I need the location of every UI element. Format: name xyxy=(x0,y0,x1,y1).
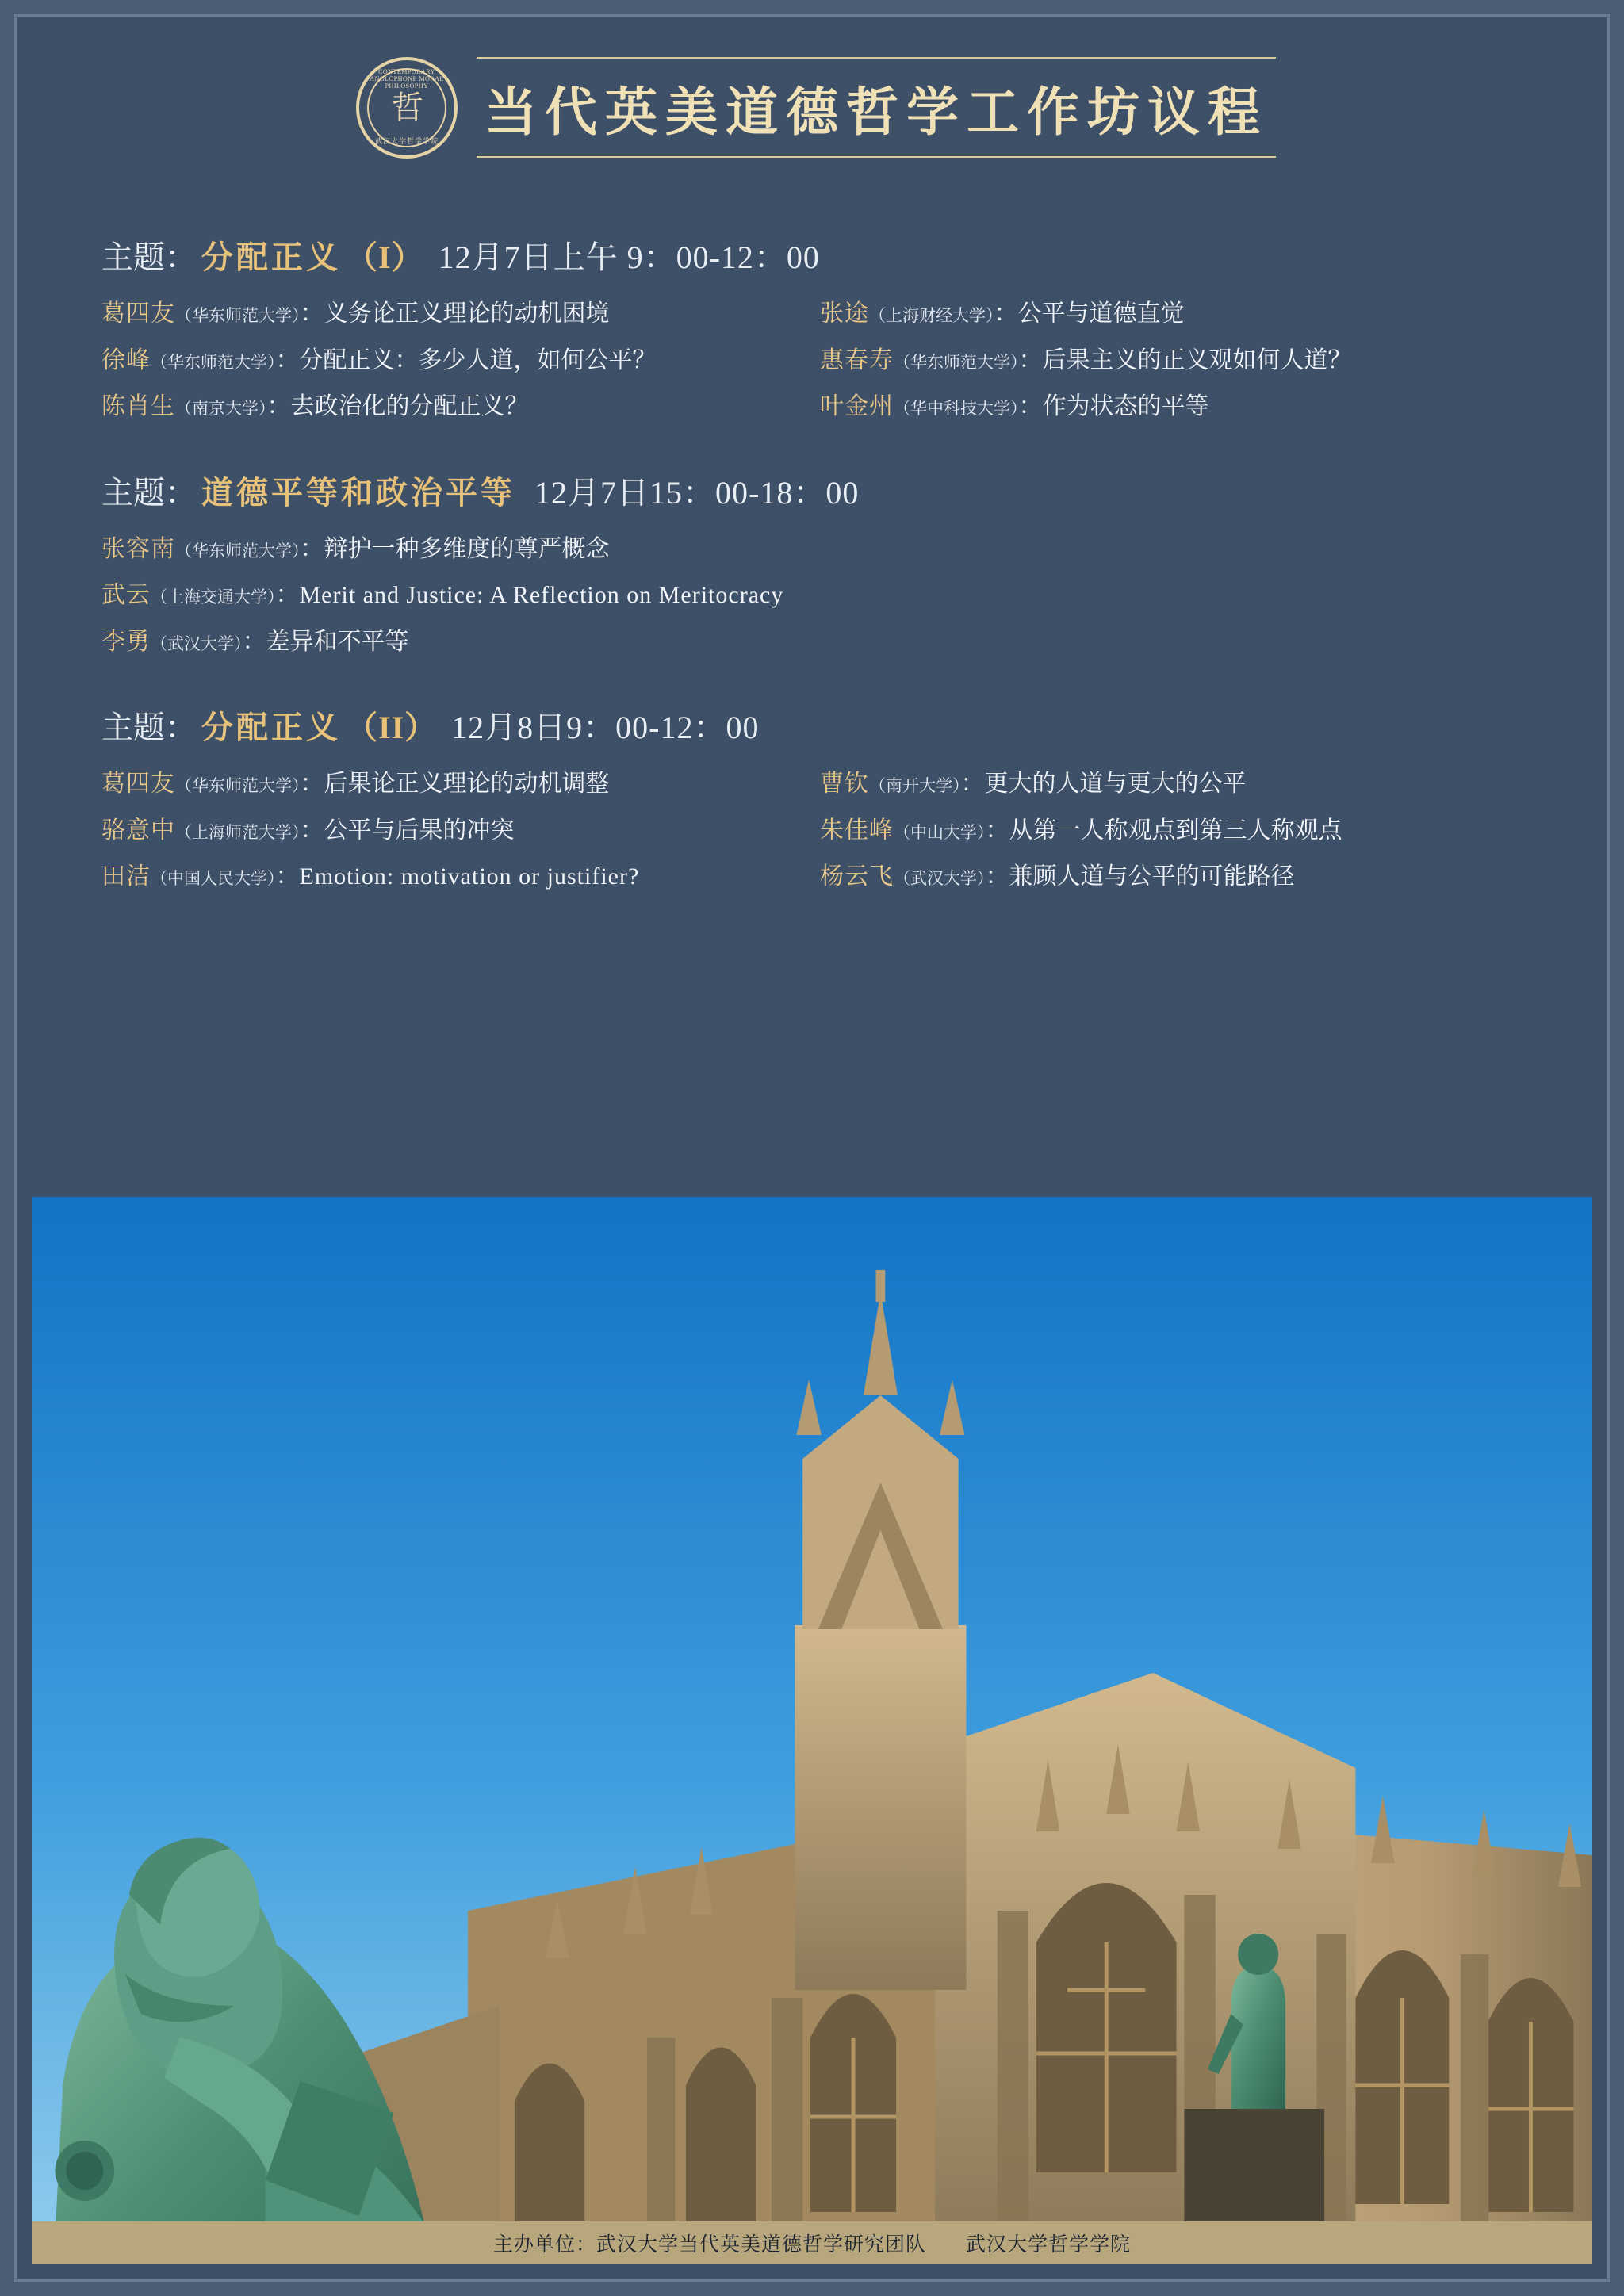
separator: ： xyxy=(994,300,1018,327)
session-time: 12月7日15：00-18：00 xyxy=(534,474,860,511)
speaker-affiliation: （华东师范大学） xyxy=(175,541,301,561)
talk-item xyxy=(102,861,804,894)
talk-title: 后果主义的正义观如何人道？ xyxy=(1042,346,1352,373)
session-topic: 分配正义 xyxy=(201,239,341,275)
talk-title: 辩护一种多维度的尊严概念 xyxy=(324,535,610,562)
speaker-name: 惠春寿 xyxy=(820,346,894,373)
session-label: 主题： xyxy=(102,710,197,745)
talk-item xyxy=(102,580,1522,612)
talk-item xyxy=(102,345,804,377)
poster-header xyxy=(14,14,1610,201)
talk-title: 后果论正义理论的动机调整 xyxy=(324,771,610,797)
speaker-name: 曹钦 xyxy=(820,771,869,797)
session-time: 12月8日9：00-12：00 xyxy=(451,710,760,745)
talk-title: 去政治化的分配正义？ xyxy=(290,393,529,419)
talk-item xyxy=(102,768,804,801)
separator: ： xyxy=(1018,346,1043,373)
talk-title: 差异和不平等 xyxy=(266,628,409,655)
talk-item xyxy=(820,815,1522,848)
separator: ： xyxy=(1018,393,1043,419)
photo-hume-statue-st-giles xyxy=(32,1197,1592,2236)
talk-title: 分配正义：多少人道，如何公平？ xyxy=(299,346,657,373)
session-label: 主题： xyxy=(102,239,197,275)
speaker-name: 葛四友 xyxy=(102,300,175,327)
talk-grid xyxy=(102,298,1522,423)
speaker-name: 朱佳峰 xyxy=(820,817,894,844)
speaker-affiliation: （华东师范大学） xyxy=(175,776,301,795)
speaker-name: 徐峰 xyxy=(102,346,151,373)
speaker-affiliation: （武汉大学） xyxy=(894,869,986,888)
separator: ： xyxy=(960,771,985,797)
separator: ： xyxy=(300,300,324,327)
speaker-affiliation: （南开大学） xyxy=(869,776,961,795)
session-heading xyxy=(102,468,1522,513)
session-heading xyxy=(102,232,1522,277)
photo-illustration xyxy=(32,1197,1592,2236)
talk-title: 从第一人称观点到第三人称观点 xyxy=(1009,817,1342,844)
footer-band xyxy=(32,2221,1592,2264)
speaker-affiliation: （中山大学） xyxy=(894,822,986,842)
talk-item xyxy=(820,391,1522,423)
speaker-name: 陈肖生 xyxy=(102,393,175,419)
speaker-affiliation: （华东师范大学） xyxy=(151,352,276,372)
session-roman: （I） xyxy=(346,239,424,275)
school-emblem-icon xyxy=(356,57,458,159)
speaker-name: 杨云飞 xyxy=(820,863,894,890)
speaker-affiliation: （华东师范大学） xyxy=(894,352,1019,372)
talk-grid xyxy=(102,768,1522,894)
speaker-name: 田洁 xyxy=(102,863,151,890)
talk-title: 公平与道德直觉 xyxy=(1017,300,1185,327)
speaker-name: 武云 xyxy=(102,582,151,608)
speaker-affiliation: （南京大学） xyxy=(175,399,267,418)
session-block xyxy=(102,702,1522,894)
speaker-affiliation: （上海师范大学） xyxy=(175,822,301,842)
speaker-name: 张途 xyxy=(820,300,869,327)
separator: ： xyxy=(300,771,324,797)
talk-title: Emotion: motivation or justifier? xyxy=(299,863,640,890)
separator: ： xyxy=(266,393,291,419)
session-topic: 道德平等和政治平等 xyxy=(201,474,515,511)
speaker-name: 葛四友 xyxy=(102,771,175,797)
separator: ： xyxy=(242,628,266,655)
page-title: 当代英美道德哲学工作坊议程 xyxy=(485,84,1268,142)
talk-title: 公平与后果的冲突 xyxy=(324,817,515,844)
talk-item xyxy=(102,298,804,331)
talk-item xyxy=(820,298,1522,331)
speaker-affiliation: （武汉大学） xyxy=(151,633,243,653)
session-topic: 分配正义 xyxy=(201,710,341,745)
program-list xyxy=(14,201,1610,894)
talk-item xyxy=(102,626,1522,659)
session-block xyxy=(102,468,1522,659)
separator: ： xyxy=(275,863,300,890)
session-label: 主题： xyxy=(102,474,197,511)
talk-title: 更大的人道与更大的公平 xyxy=(984,771,1247,797)
session-time: 12月7日上午 9：00-12：00 xyxy=(438,239,820,275)
speaker-name: 叶金州 xyxy=(820,393,894,419)
emblem-arc-top: CONTEMPORARY ANGLOPHONE MORAL PHILOSOPHY xyxy=(370,67,444,90)
talk-item xyxy=(820,768,1522,801)
separator: ： xyxy=(275,346,300,373)
speaker-affiliation: （华中科技大学） xyxy=(894,399,1019,418)
footer-school: 武汉大学哲学学院 xyxy=(966,2234,1132,2256)
talk-item xyxy=(820,345,1522,377)
talk-item xyxy=(102,815,804,848)
talk-title: 兼顾人道与公平的可能路径 xyxy=(1009,863,1295,890)
speaker-affiliation: （华东师范大学） xyxy=(175,306,301,325)
talk-title: 作为状态的平等 xyxy=(1042,393,1209,419)
talk-item xyxy=(102,391,804,423)
session-block xyxy=(102,232,1522,423)
separator: ： xyxy=(985,817,1009,844)
separator: ： xyxy=(275,582,300,608)
separator: ： xyxy=(300,817,324,844)
speaker-name: 李勇 xyxy=(102,628,151,655)
speaker-affiliation: （上海财经大学） xyxy=(869,306,994,325)
footer-organizer: 主办单位：武汉大学当代英美道德哲学研究团队 xyxy=(492,2234,926,2256)
speaker-name: 张容南 xyxy=(102,535,175,562)
session-heading xyxy=(102,702,1522,748)
speaker-affiliation: （中国人民大学） xyxy=(151,869,276,888)
speaker-name: 骆意中 xyxy=(102,817,175,844)
separator: ： xyxy=(985,863,1009,890)
talk-grid xyxy=(102,534,1522,659)
separator: ： xyxy=(300,535,324,562)
emblem-glyph: 哲 xyxy=(392,89,422,125)
talk-item xyxy=(820,861,1522,894)
speaker-affiliation: （上海交通大学） xyxy=(151,587,276,607)
title-rules xyxy=(485,57,1268,158)
session-roman: （II） xyxy=(346,710,438,745)
talk-title: Merit and Justice: A Reflection on Meritocracy xyxy=(299,582,784,608)
talk-title: 义务论正义理论的动机困境 xyxy=(324,300,610,327)
talk-item xyxy=(102,534,1522,566)
emblem-arc-bottom: 武汉大学哲学学院 xyxy=(374,136,439,145)
